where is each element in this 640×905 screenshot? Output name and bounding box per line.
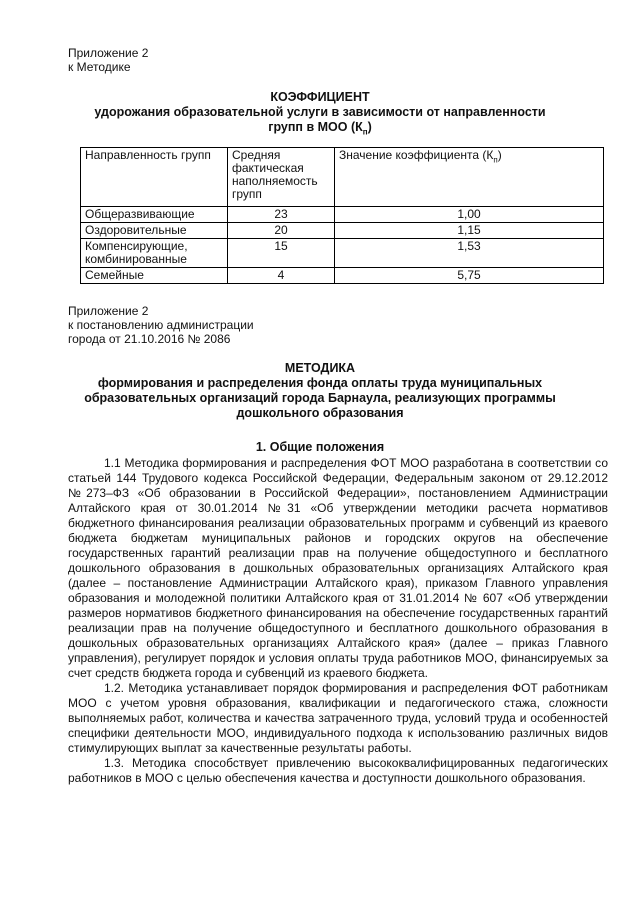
table-row xyxy=(81,223,604,239)
cell-coefficient: 1,15 xyxy=(335,223,604,239)
cell-direction: Компенсирующие, комбинированные xyxy=(81,239,228,268)
method-title-line-4: дошкольного образования xyxy=(236,406,404,420)
cell-coefficient: 1,53 xyxy=(335,239,604,268)
header-occupancy: Средняя фактическая наполняемость групп xyxy=(228,148,335,207)
paragraph-1-3: 1.3. Методика способствует привлечению высококвалифицированных педагогических работников в МОО с целью обеспечения качества и доступности дошкольного образования. xyxy=(68,756,608,785)
cell-occupancy: 4 xyxy=(228,268,335,284)
paragraph-1-1: 1.1 Методика формирования и распределения ФОТ МОО разработана в соответствии со статьей 144 Трудового кодекса Российской Федерации, Федеральным законом от 29.12.2012 №273–ФЗ «Об образовании в Российской Федерации», постановлением Администрации Алтайского края от 30.01.2014 №31 «Об утверждении методики расчета нормативов бюджетного финансирования реализации образовательных программ и субвенций из краевого бюджета бюджетам муниципальных районов и городских округов на обеспечение государственных гарантий реализации прав на получение общедоступного и бесплатного дошкольного образования в дошкольных образовательных организациях Алтайского края (далее – постановление Администрации Алтайского края), приказом Главного управления образования и молодежной политики Алтайского края от 31.01.2014 № 607 «Об утверждении размеров нормативов бюджетного финансирования на обеспечение государственных гарантий реализации прав на получение общедоступного и бесплатного дошкольного образования в дошкольных образовательных организациях Алтайского края» (далее – приказ Главного управления), регулирует порядок и условия оплаты труда работников МОО, финансируемых за счет средств бюджета города и субвенций из краевого бюджета. xyxy=(68,456,608,680)
table-row xyxy=(81,239,604,268)
appendix-1-line-2: к Методике xyxy=(68,60,131,74)
appendix-2-header xyxy=(68,304,254,346)
header-coefficient: Значение коэффициента $(К_п)$ xyxy=(335,148,604,207)
method-title-line-2: формирования и распределения фонда оплаты труда муниципальных xyxy=(97,376,543,390)
method-title-line-3: образовательных организаций города Барнаула, реализующих программы xyxy=(84,391,556,405)
coefficient-title xyxy=(60,90,580,135)
cell-direction: Общеразвивающие xyxy=(81,207,228,223)
appendix-2-line-1: Приложение 2 xyxy=(68,304,149,318)
cell-occupancy: 15 xyxy=(228,239,335,268)
section-1-body xyxy=(68,456,608,786)
cell-occupancy: 20 xyxy=(228,223,335,239)
coefficient-title-line-1: КОЭФФИЦИЕНТ xyxy=(270,90,370,104)
header-direction: Направленность групп xyxy=(81,148,228,207)
appendix-1-line-1: Приложение 2 xyxy=(68,46,149,60)
table-row xyxy=(81,207,604,223)
coefficient-table xyxy=(80,147,604,284)
cell-coefficient: 5,75 xyxy=(335,268,604,284)
method-title xyxy=(60,361,580,421)
section-1-heading: 1. Общие положения xyxy=(255,440,385,454)
coefficient-title-line-3: групп в МОО $(К_п)$ xyxy=(268,120,372,137)
cell-direction: Семейные xyxy=(81,268,228,284)
cell-occupancy: 23 xyxy=(228,207,335,223)
table-row xyxy=(81,268,604,284)
cell-coefficient: 1,00 xyxy=(335,207,604,223)
appendix-2-line-2: к постановлению администрации xyxy=(68,318,254,332)
paragraph-1-2: 1.2. Методика устанавливает порядок формирования и распределения ФОТ работникам МОО с учетом уровня образования, квалификации и педагогического стажа, сложности выполняемых работ, количества и качества затраченного труда, условий труда и особенностей специфики деятельности МОО, индивидуального подхода к использованию различных видов стимулирующих выплат за качественные результаты работы. xyxy=(68,681,608,755)
appendix-1-header xyxy=(68,46,148,74)
cell-direction: Оздоровительные xyxy=(81,223,228,239)
method-title-line-1: МЕТОДИКА xyxy=(284,361,356,375)
appendix-2-line-3: города от 21.10.2016 № 2086 xyxy=(68,332,231,346)
coefficient-title-line-2: удорожания образовательной услуги в зависимости от направленности xyxy=(94,105,546,119)
table-header-row xyxy=(81,148,604,207)
